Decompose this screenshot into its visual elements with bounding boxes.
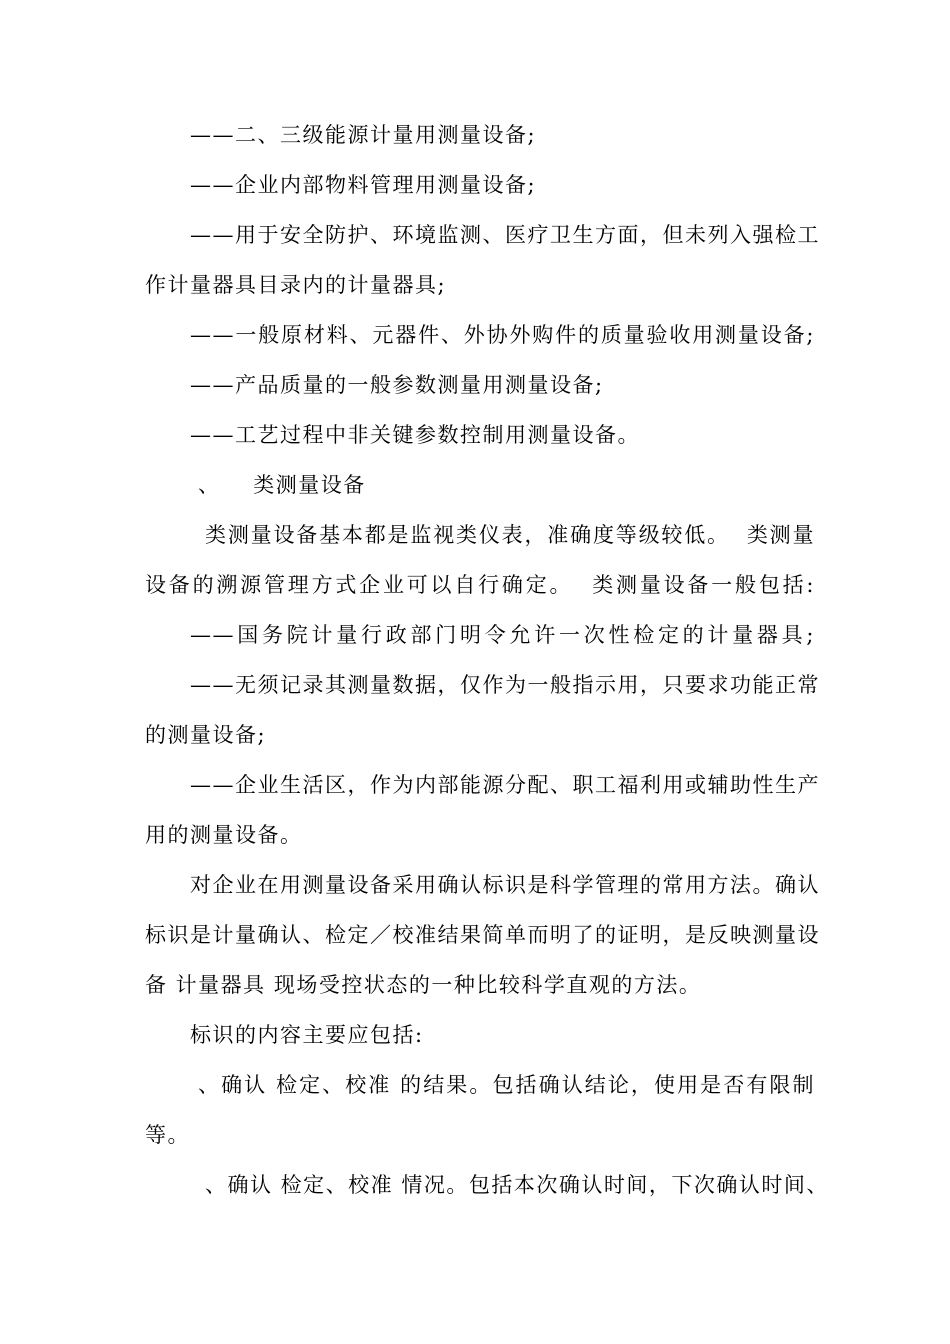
text-line-10: 设备的溯源管理方式企业可以自行确定。 类测量设备一般包括:	[145, 573, 815, 597]
text-line-11: ——国务院计量行政部门明令允许一次性检定的计量器具;	[190, 623, 815, 647]
text-line-22: 、确认 检定、校准 情况。包括本次确认时间，下次确认时间、	[205, 1173, 829, 1197]
text-line-20: 、确认 检定、校准 的结果。包括确认结论，使用是否有限制	[198, 1073, 815, 1097]
text-line-5: ——一般原材料、元器件、外协外购件的质量验收用测量设备;	[190, 323, 815, 347]
text-line-17: 标识是计量确认、检定／校准结果简单而明了的证明，是反映测量设	[145, 923, 820, 947]
text-line-2: ——企业内部物料管理用测量设备;	[190, 173, 537, 197]
text-line-7: ——工艺过程中非关键参数控制用测量设备。	[190, 423, 640, 447]
text-line-6: ——产品质量的一般参数测量用测量设备;	[190, 373, 604, 397]
text-line-9: 类测量设备基本都是监视类仪表，准确度等级较低。 类测量	[205, 523, 815, 547]
text-line-18: 备 计量器具 现场受控状态的一种比较科学直观的方法。	[145, 973, 702, 997]
text-line-14: ——企业生活区，作为内部能源分配、职工福利用或辅助性生产	[190, 773, 820, 797]
text-line-15: 用的测量设备。	[145, 823, 303, 847]
text-line-1: ——二、三级能源计量用测量设备;	[190, 123, 537, 147]
section-heading: 、 类测量设备	[198, 473, 366, 497]
text-line-12: ——无须记录其测量数据，仅作为一般指示用，只要求功能正常	[190, 673, 820, 697]
text-line-4: 作计量器具目录内的计量器具;	[145, 273, 447, 297]
text-line-3: ——用于安全防护、环境监测、医疗卫生方面，但未列入强检工	[190, 223, 820, 247]
text-line-13: 的测量设备;	[145, 723, 267, 747]
text-line-21: 等。	[145, 1123, 190, 1147]
text-line-16: 对企业在用测量设备采用确认标识是科学管理的常用方法。确认	[190, 873, 820, 897]
text-line-19: 标识的内容主要应包括:	[190, 1023, 424, 1047]
